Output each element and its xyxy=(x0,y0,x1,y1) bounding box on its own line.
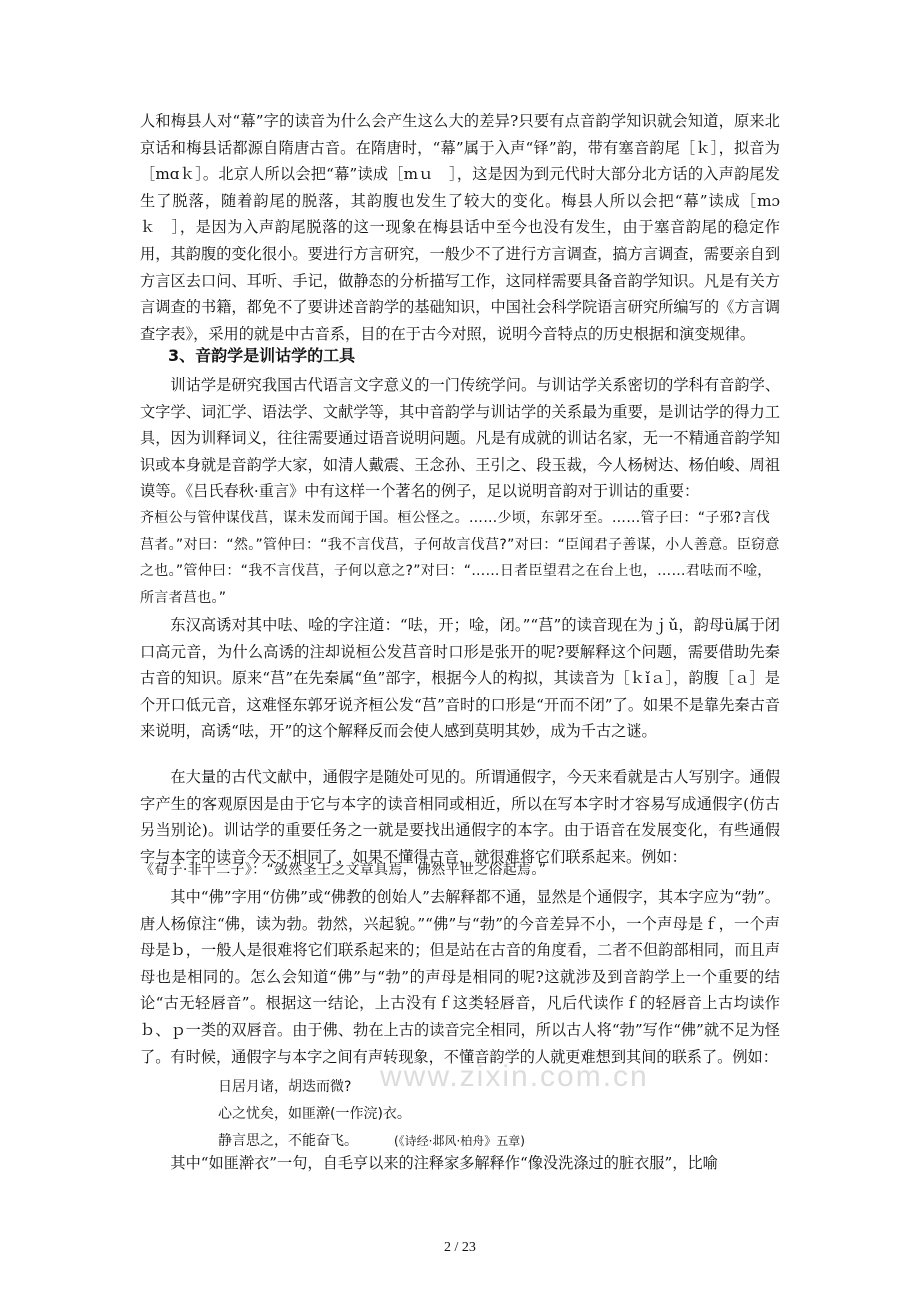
paragraph-rufeihuanyi: 其中“如匪澣衣”一句，自毛亨以来的注释家多解释作“像没洗涤过的脏衣服”，比喻 xyxy=(170,1154,718,1172)
paragraph-xungu: 训诂学是研究我国古代语言文字意义的一门传统学问。与训诂学关系密切的学科有音韵学、文字学、词汇学、语法学、文献学等，其中音韵学与训诂学的关系最为重要，是训诂学的得力工具，因为训释词义，往往需要通过语音说明问题。凡是有成就的训诂名家，无一不精通音韵学知识或本身就是音韵学大家，如清人戴震、王念孙、王引之、段玉裁，今人杨树达、杨伯峻、周祖谟等。《吕氏春秋·重言》中有这样一个著名的例子，足以说明音韵对于训诂的重要： xyxy=(140,376,780,501)
poem-source: (《诗经·邶风·柏舟》五章) xyxy=(394,1134,525,1148)
watermark: www.zixin.com.cn xyxy=(380,1060,649,1093)
paragraph-tongjia: 在大量的古代文献中，通假字是随处可见的。所谓通假字，今天来看就是古人写别字。通假字产生的客观原因是由于它与本字的读音相同或相近，所以在写本字时才容易写成通假字(仿古另当别论)。训诂学的重要任务之一就是要找出通假字的本字。由于语音在发展变化，有些通假字与本字的读音今天不相同了，如果不懂得古音，就很难将它们联系起来。例如： xyxy=(140,768,780,866)
paragraph-gaoyou: 东汉高诱对其中呿、唫的字注道：“呿，开；唫，闭。”“莒”的读音现在为ｊǔ，韵母ü属于闭口高元音，为什么高诱的注却说桓公发莒音时口形是张开的呢?要解释这个问题，需要借助先秦古音的知识。原来“莒”在先秦属“鱼”部字，根据今人的构拟，其读音为［ｋǐａ］，韵腹［ａ］是个开口低元音，这难怪东郭牙说齐桓公发“莒”音时的口形是“开而不闭”了。如果不是靠先秦古音来说明，高诱“呿，开”的这个解释反而会使人感到莫明其妙，成为千古之谜。 xyxy=(140,616,780,741)
poem-line-3-text: 静言思之，不能奋飞。 xyxy=(218,1133,358,1149)
quote-xunzi: 《荀子·非十二子》：“敛然圣王之文章具焉，佛然平世之俗起焉。” xyxy=(140,862,547,878)
poem-line-2: 心之忧矣，如匪澣(一作浣)衣。 xyxy=(218,1106,411,1122)
poem-line-1: 日居月诸，胡迭而微? xyxy=(218,1079,352,1095)
quote-lvshi: 齐桓公与管仲谋伐莒，谋未发而闻于国。桓公怪之。……少顷，东郭牙至。……管子曰：“子邪?言伐莒者。”对曰：“然。”管仲曰：“我不言伐莒，子何故言伐莒?”对曰：“臣闻君子善谋，小人善意。臣窃意之也。”管仲曰：“我不言伐莒，子何以意之?”对曰：“……日者臣望君之在台上也，……君呿而不唫，所言者莒也。” xyxy=(140,510,780,606)
paragraph-fo-bo: 其中“佛”字用“仿佛”或“佛教的创始人”去解释都不通，显然是个通假字，其本字应为“勃”。唐人杨倞注“佛，读为勃。勃然，兴起貌。”“佛”与“勃”的今音差异不小，一个声母是ｆ，一个声母是ｂ，一般人是很难将它们联系起来的；但是站在古音的角度看，二者不但韵部相同，而且声母也是相同的。怎么会知道“佛”与“勃”的声母是相同的呢?这就涉及到音韵学上一个重要的结论“古无轻唇音”。根据这一结论，上古没有ｆ这类轻唇音，凡后代读作ｆ的轻唇音上古均读作ｂ、ｐ一类的双唇音。由于佛、勃在上古的读音完全相同，所以古人将“勃”写作“佛”就不足为怪了。有时候，通假字与本字之间有声转现象，不懂音韵学的人就更难想到其间的联系了。例如： xyxy=(140,888,780,1066)
page-number: 2 / 23 xyxy=(444,1240,476,1255)
section-heading: 3、音韵学是训诂学的工具 xyxy=(168,346,356,365)
paragraph-dialect: 人和梅县人对“幕”字的读音为什么会产生这么大的差异?只要有点音韵学知识就会知道，原来北京话和梅县话都源自隋唐古音。在隋唐时，“幕”属于入声“铎”韵，带有塞音韵尾［ｋ］，拟音为［mɑｋ］。北京人所以会把“幕”读成［mｕ ］，这是因为到元代时大部分北方话的入声韵尾发生了脱落，随着韵尾的脱落，其韵腹也发生了较大的变化。梅县人所以会把“幕”读成［mɔｋ ］，是因为入声韵尾脱落的这一现象在梅县话中至今也没有发生，由于塞音韵尾的稳定作用，其韵腹的变化很小。要进行方言研究，一般少不了进行方言调查，搞方言调查，需要亲自到方言区去口问、耳听、手记，做静态的分析描写工作，这同样需要具备音韵学知识。凡是有关方言调查的书籍，都免不了要讲述音韵学的基础知识，中国社会科学院语言研究所编写的《方言调查字表》，采用的就是中古音系，目的在于古今对照，说明今音特点的历史根据和演变规律。 xyxy=(140,112,780,343)
